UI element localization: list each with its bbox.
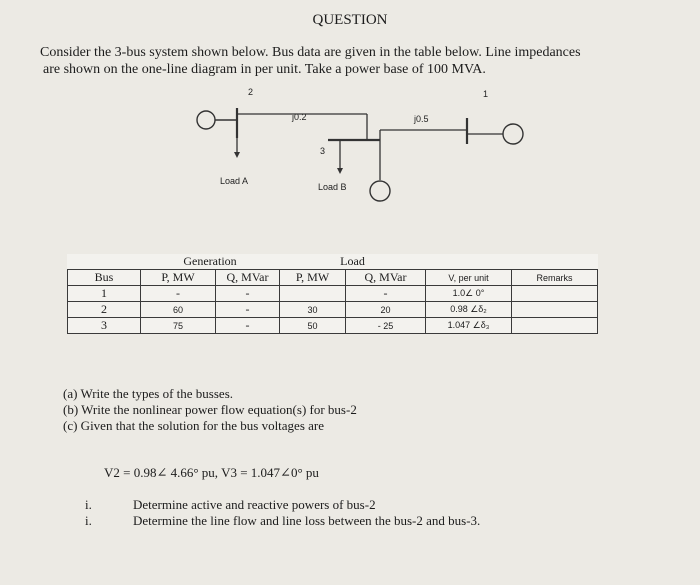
- question-title: QUESTION: [312, 12, 388, 28]
- header-load-p: P, MW: [280, 270, 346, 286]
- sub-question-text: Determine active and reactive powers of bus-2: [133, 497, 376, 512]
- cell-remarks: [512, 286, 598, 302]
- generator-2-icon: [197, 111, 215, 129]
- cell-load-p: 50: [280, 318, 346, 334]
- cell-load-q: 20: [346, 302, 426, 318]
- intro-line-2: are shown on the one-line diagram in per unit. Take a power base of 100 MVA.: [43, 62, 486, 77]
- cell-gen-q: -: [216, 318, 280, 334]
- cell-gen-q: -: [216, 286, 280, 302]
- table-row: [68, 302, 598, 318]
- cell-gen-p: 75: [141, 318, 216, 334]
- generation-group-header: Generation: [141, 254, 280, 270]
- cell-gen-p: 60: [141, 302, 216, 318]
- question-c: (c) Given that the solution for the bus voltages are: [63, 418, 325, 433]
- load-b-label: Load B: [318, 182, 347, 192]
- load-a-label: Load A: [220, 176, 249, 186]
- cell-voltage: 1.0∠ 0°: [426, 286, 512, 302]
- sub-question-text: Determine the line flow and line loss between the bus-2 and bus-3.: [133, 513, 481, 528]
- cell-load-q: - 25: [346, 318, 426, 334]
- cell-voltage: 0.98 ∠δ₂: [426, 302, 512, 318]
- sub-question-number: i.: [85, 497, 92, 512]
- table-header-row: [68, 270, 598, 286]
- generator-3-icon: [370, 181, 390, 201]
- bus-voltage-solution: V2 = 0.98∠ 4.66° pu, V3 = 1.047∠0° pu: [104, 465, 319, 480]
- cell-load-p: [280, 286, 346, 302]
- load-group-header: Load: [280, 254, 426, 270]
- cell-gen-p: -: [141, 286, 216, 302]
- sub-question-list: [85, 497, 480, 529]
- header-bus: Bus: [68, 270, 141, 286]
- header-gen-q: Q, MVar: [216, 270, 280, 286]
- header-remarks: Remarks: [512, 270, 598, 286]
- cell-bus: 3: [68, 318, 141, 334]
- impedance-2-3: j0.2: [292, 112, 307, 122]
- sub-question: [85, 497, 480, 513]
- one-line-diagram: [150, 82, 540, 212]
- bus1-number: 1: [483, 89, 489, 99]
- cell-bus: 2: [68, 302, 141, 318]
- header-voltage: V, per unit: [426, 270, 512, 286]
- intro-line-1: Consider the 3-bus system shown below. Bus data are given in the table below. Line impedances: [40, 45, 581, 60]
- load-b-arrow-icon: [337, 168, 343, 174]
- intro-text: [40, 44, 680, 78]
- sub-question-number: i.: [85, 513, 92, 528]
- cell-load-q: -: [346, 286, 426, 302]
- cell-voltage: 1.047 ∠δ₃: [426, 318, 512, 334]
- load-a-arrow-icon: [234, 152, 240, 158]
- header-load-q: Q, MVar: [346, 270, 426, 286]
- generator-1-icon: [503, 124, 523, 144]
- cell-gen-q: -: [216, 302, 280, 318]
- table-row: [68, 318, 598, 334]
- question-b: (b) Write the nonlinear power flow equation(s) for bus-2: [63, 402, 357, 417]
- bus-data-table: [67, 254, 598, 334]
- cell-remarks: [512, 318, 598, 334]
- impedance-1-3: j0.5: [414, 114, 429, 124]
- sub-question: [85, 513, 480, 529]
- table-row: [68, 286, 598, 302]
- bus2-number: 2: [248, 87, 254, 97]
- bus3-number: 3: [320, 146, 326, 156]
- cell-bus: 1: [68, 286, 141, 302]
- cell-load-p: 30: [280, 302, 346, 318]
- question-a: (a) Write the types of the busses.: [63, 386, 233, 401]
- question-list: [63, 386, 357, 434]
- header-gen-p: P, MW: [141, 270, 216, 286]
- cell-remarks: [512, 302, 598, 318]
